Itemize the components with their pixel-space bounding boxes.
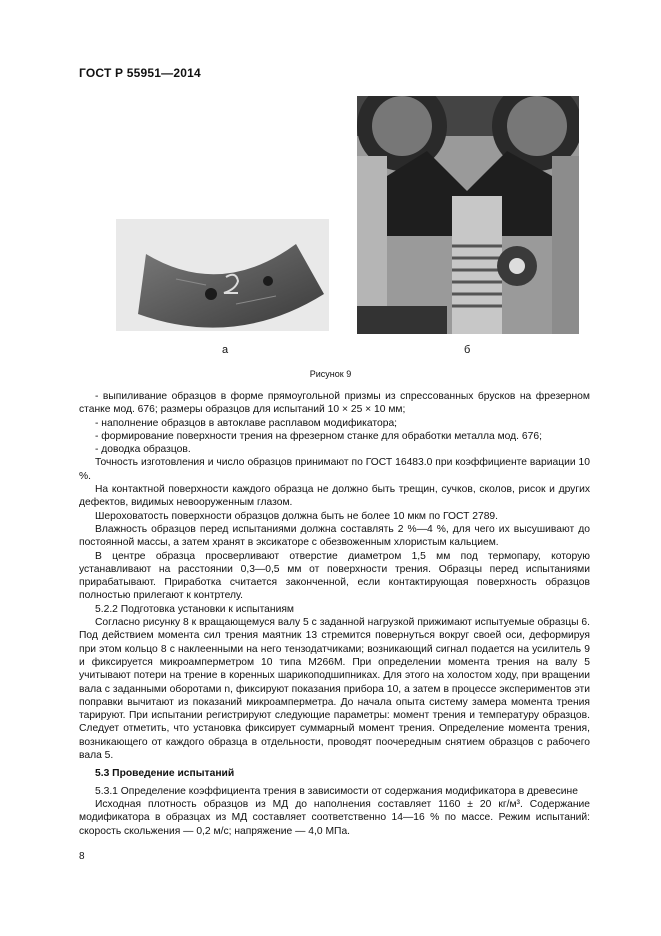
paragraph: - наполнение образцов в автоклаве расплавом модификатора; xyxy=(95,417,398,429)
paragraph: Шероховатость поверхности образцов должна быть не более 10 мкм по ГОСТ 2789. xyxy=(95,510,499,522)
paragraph: - доводка образцов. xyxy=(95,444,191,456)
specimen-photo-a xyxy=(116,219,329,331)
subsection-title: 5.3.1 Определение коэффициента трения в зависимости от содержания модификатора в древесине xyxy=(95,785,578,797)
document-header: ГОСТ Р 55951—2014 xyxy=(79,66,201,80)
section-title: 5.3 Проведение испытаний xyxy=(95,768,235,780)
page-number: 8 xyxy=(79,851,85,862)
paragraph: Влажность образцов перед испытаниями должна составлять 2 %—4 %, для чего их высушивают до постоянной массы, а затем хранят в эксикаторе с обезвоженным хлористым кальцием. xyxy=(79,523,590,549)
figure-label-a: а xyxy=(222,344,229,356)
subsection-title: 5.2.2 Подготовка установки к испытаниям xyxy=(95,603,294,615)
paragraph: На контактной поверхности каждого образца не должно быть трещин, сучков, сколов, рисок и других дефектов, видимых невооруженным глазом. xyxy=(79,484,590,509)
figure-caption: Рисунок 9 xyxy=(309,369,352,379)
paragraph: В центре образца просверливают отверстие диаметром 1,5 мм под термопару, которую устанавливают на расстоянии 0,3—0,5 мм от поверхности трения. Образцы перед испытаниями прирабатывают. Приработка считается законченной, если контактирующая поверхность образцов полностью прилегают к контртелу. xyxy=(79,550,590,602)
paragraph: Согласно рисунку 8 к вращающемуся валу 5 с заданной нагрузкой прижимают испытуемые образцы 6. Под действием момента сил трения маятник 13 стремится повернуться вокруг своей оси, деформируя при этом кольцо 8 с наклеенными на него тензодатчиками; возникающий сигнал подается на усилитель 9 и фиксируется микроамперметром 10 типа М266М. При определении момента трения на валу 5 учитывают потери на трение в коренных шарикоподшипниках. Для этого на холостом ходу, при вращении вала с заданными оборотами n, фиксируют показания прибора 10, а затем в процессе экспериментов эти поправки вычитают из показаний микроамперметра. До начала опыта систему замера момента трения тарируют. При испытании регистрируют следующие параметры: момент трения и температуру образцов. Следует отметить, что установка фиксирует суммарный момент трения. Определение момента трения, возникающего от каждого образца в отдельности, проводят поочередным снятием образцов с рабочего вала 5. xyxy=(79,617,590,762)
paragraph: Исходная плотность образцов из МД до наполнения составляет 1160 ± 20 кг/м³. Содержание модификатора в образцах из МД составляет соответственно 14—16 % по массе. Режим испытаний: скорость скольжения — 0,2 м/с; напряжение — 4,0 МПа. xyxy=(79,798,590,837)
paragraph: - формирование поверхности трения на фрезерном станке для обработки металла мод. 676; xyxy=(95,430,542,442)
figure-label-b: б xyxy=(464,344,471,356)
body-text xyxy=(79,390,590,838)
paragraph: - выпиливание образцов в форме прямоугольной призмы из спрессованных брусков на фрезерном станке мод. 676; размеры образцов для испытаний 10 × 25 × 10 мм; xyxy=(79,391,590,416)
test-rig-photo-b xyxy=(357,96,579,334)
paragraph: Точность изготовления и число образцов принимают по ГОСТ 16483.0 при коэффициенте вариации 10 %. xyxy=(79,457,590,482)
